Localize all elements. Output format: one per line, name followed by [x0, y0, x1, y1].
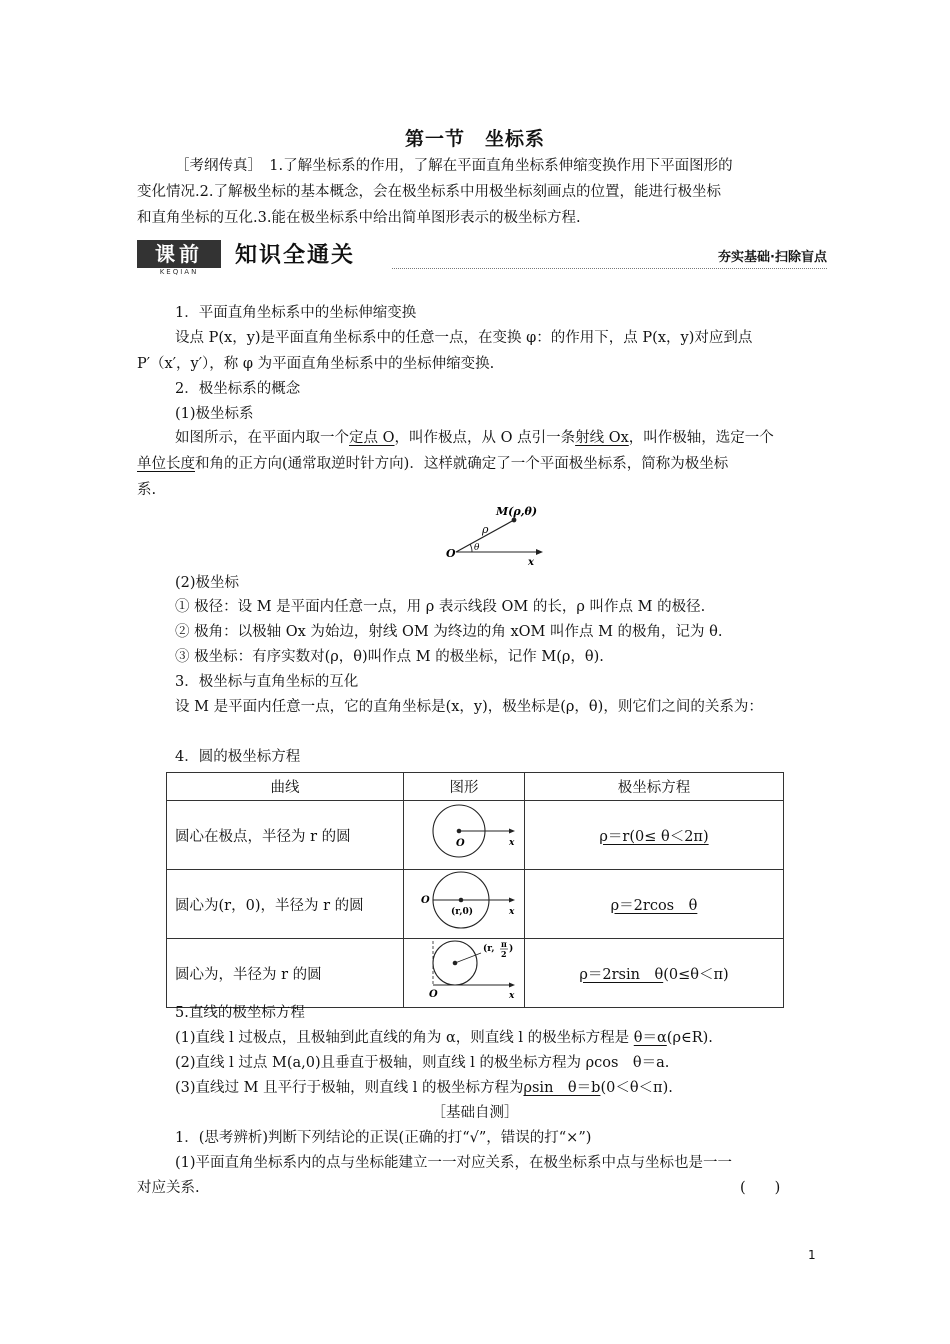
s5-line3: (3)直线过 M 且平行于极轴，则直线 l 的极坐标方程为ρsin θ＝b(0＜θ＜π). — [175, 1080, 673, 1096]
banner-sub: KEQIAN — [159, 268, 199, 276]
fig-label-x: x — [528, 557, 534, 568]
row3-label-two: 2 — [501, 949, 507, 959]
s5-line2: (2)直线 l 过点 M(a,0)且垂直于极轴，则直线 l 的极坐标方程为 ρcos θ＝a. — [175, 1055, 670, 1071]
fig-label-rho: ρ — [482, 523, 489, 536]
row1-label-O: O — [456, 838, 465, 849]
row2-label-center: (r,0) — [451, 907, 473, 917]
row1-label-x: x — [509, 838, 515, 848]
page-title: 第一节 坐标系 — [404, 128, 545, 150]
banner-title: 知识全通关 — [235, 243, 356, 268]
s2-item3: ③ 极坐标：有序实数对(ρ，θ)叫作点 M 的极坐标，记作 M(ρ，θ). — [175, 649, 604, 665]
circle-on-axis-figure — [405, 870, 523, 934]
row3-label-O: O — [429, 989, 438, 1000]
section-banner — [137, 238, 827, 274]
intro-line-2: 变化情况.2.了解极坐标的基本概念，会在极坐标系中用极坐标刻画点的位置，能进行极坐标 — [137, 184, 721, 200]
answer-paren: ( ) — [740, 1180, 781, 1196]
row1-figure — [404, 801, 525, 870]
row2-label-O: O — [421, 895, 430, 906]
s2-heading: 2．极坐标系的概念 — [175, 381, 301, 397]
row3-equation: ρ＝2rsin θ(0≤θ＜π) — [525, 939, 784, 1008]
banner-rule — [392, 268, 827, 269]
fig-label-O: O — [446, 547, 456, 560]
row3-label-x: x — [509, 991, 515, 1001]
row3-label-pi: π — [501, 939, 507, 949]
s2-sub2: (2)极坐标 — [175, 575, 240, 591]
row2-label-x: x — [509, 907, 515, 917]
table-row — [167, 939, 784, 1008]
fig-label-theta: θ — [474, 543, 480, 553]
header-figure: 图形 — [404, 773, 525, 801]
selftest-q1-1a: (1)平面直角坐标系内的点与坐标能建立一一对应关系，在极坐标系中点与坐标也是一一 — [175, 1155, 733, 1171]
polar-axis-figure — [440, 500, 550, 572]
table-row — [167, 801, 784, 870]
s4-heading: 4．圆的极坐标方程 — [175, 749, 301, 765]
circle-equation-table — [166, 772, 784, 1008]
s2-p1: 如图所示，在平面内取一个定点 O，叫作极点，从 O 点引一条射线 Ox，叫作极轴，选定一个 — [175, 430, 774, 446]
row2-figure — [404, 870, 525, 939]
row3-figure — [404, 939, 525, 1008]
row1-equation: ρ＝r(0≤ θ＜2π) — [525, 801, 784, 870]
row1-curve: 圆心在极点，半径为 r 的圆 — [167, 801, 404, 870]
s2-sub1: (1)极坐标系 — [175, 406, 254, 422]
s3-line: 设 M 是平面内任意一点，它的直角坐标是(x，y)，极坐标是(ρ，θ)，则它们之间的关系为： — [175, 699, 763, 715]
circle-at-pole-figure — [405, 801, 523, 865]
header-equation: 极坐标方程 — [525, 773, 784, 801]
s3-heading: 3．极坐标与直角坐标的互化 — [175, 674, 359, 690]
s2-p2: 单位长度和角的正方向(通常取逆时针方向)．这样就确定了一个平面极坐标系，简称为极坐标 — [137, 456, 729, 472]
fig-label-M: M(ρ,θ) — [496, 505, 538, 518]
selftest-q1-1b: 对应关系. — [137, 1180, 200, 1196]
circle-above-axis-figure — [405, 939, 523, 1003]
row2-equation: ρ＝2rcos θ — [525, 870, 784, 939]
s1-line2: P′（x′，y′），称 φ 为平面直角坐标系中的坐标伸缩变换. — [137, 356, 495, 372]
row2-curve: 圆心为(r，0)，半径为 r 的圆 — [167, 870, 404, 939]
page-number: 1 — [808, 1248, 816, 1262]
s2-item2: ② 极角：以极轴 Ox 为始边，射线 OM 为终边的角 xOM 叫作点 M 的极角，记为 θ. — [175, 624, 723, 640]
selftest-q1: 1．(思考辨析)判断下列结论的正误(正确的打“√”，错误的打“×”) — [175, 1130, 592, 1146]
intro-line-1: ［考纲传真］ 1.了解坐标系的作用，了解在平面直角坐标系伸缩变换作用下平面图形的 — [175, 158, 733, 174]
selftest-heading: ［基础自测］ — [431, 1105, 519, 1121]
row3-curve: 圆心为，半径为 r 的圆 — [167, 939, 404, 1008]
s5-line1: (1)直线 l 过极点，且极轴到此直线的角为 α，则直线 l 的极坐标方程是 θ＝α(ρ∈R). — [175, 1030, 713, 1046]
row3-label-rp: (r, — [483, 944, 495, 954]
s2-item1: ① 极径：设 M 是平面内任意一点，用 ρ 表示线段 OM 的长，ρ 叫作点 M 的极径. — [175, 599, 706, 615]
s2-p3: 系. — [137, 482, 157, 498]
s1-heading: 1．平面直角坐标系中的坐标伸缩变换 — [175, 305, 417, 321]
banner-right: 夯实基础·扫除盲点 — [718, 250, 827, 265]
intro-line-3: 和直角坐标的互化.3.能在极坐标系中给出简单图形表示的极坐标方程. — [137, 210, 581, 226]
table-row — [167, 870, 784, 939]
header-curve: 曲线 — [167, 773, 404, 801]
banner-box: 课前 — [137, 240, 221, 268]
row3-label-close: ) — [509, 944, 514, 954]
s5-heading: 5.直线的极坐标方程 — [175, 1005, 305, 1021]
s1-line1: 设点 P(x，y)是平面直角坐标系中的任意一点，在变换 φ：的作用下，点 P(x，y)对应到点 — [175, 330, 753, 346]
table-header-row — [167, 773, 784, 801]
